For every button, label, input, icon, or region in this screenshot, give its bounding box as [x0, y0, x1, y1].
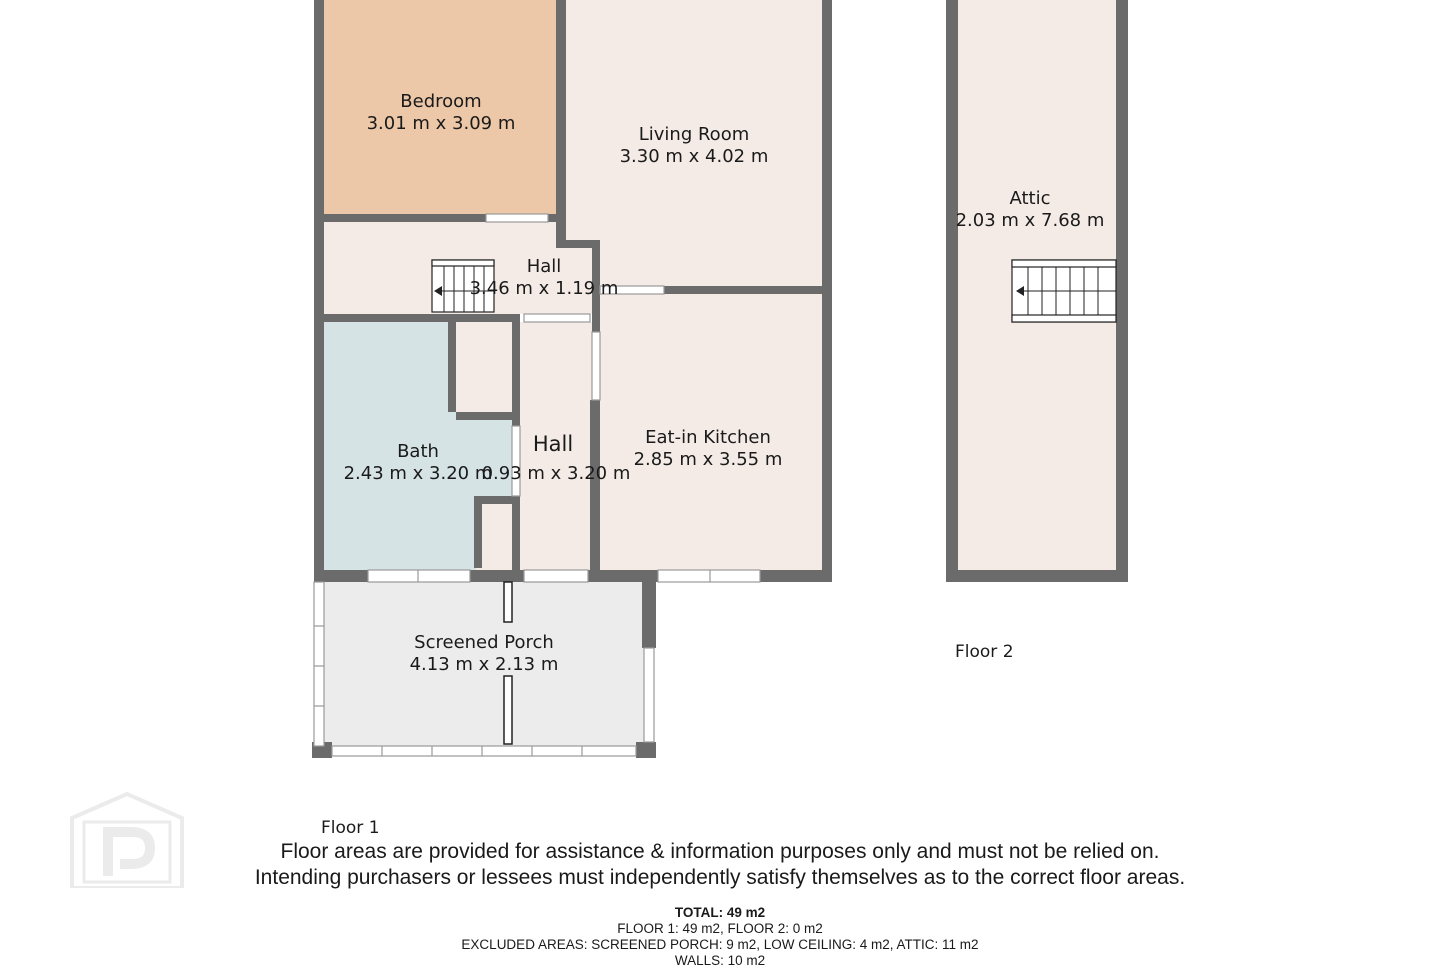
excluded-areas: EXCLUDED AREAS: SCREENED PORCH: 9 m2, LOW CEILING: 4 m2, ATTIC: 11 m2	[461, 937, 979, 952]
bath-size: 2.43 m x 3.20 m	[343, 463, 493, 484]
kitchen-name: Eat-in Kitchen	[645, 427, 771, 448]
hall-lower-name: Hall	[532, 432, 574, 456]
living-room-size: 3.30 m x 4.02 m	[619, 146, 769, 167]
disclaimer-line-2: Intending purchasers or lessees must independently satisfy themselves as to the correct floor areas.	[254, 866, 1186, 889]
walls-area: WALLS: 10 m2	[674, 953, 766, 968]
porch-size: 4.13 m x 2.13 m	[409, 654, 559, 675]
stairs-attic	[1012, 260, 1116, 322]
disclaimer-line-1: Floor areas are provided for assistance & information purposes only and must not be relied on.	[280, 840, 1160, 863]
hall-lower-size: 0.93 m x 3.20 m	[481, 463, 631, 484]
porch-post-bottom	[504, 676, 512, 744]
floor-2-label: Floor 2	[955, 642, 1014, 662]
porch-post-top	[504, 582, 512, 622]
attic-name: Attic	[1009, 188, 1051, 209]
porch-name: Screened Porch	[414, 632, 554, 653]
bath-name: Bath	[397, 441, 439, 462]
attic-size: 2.03 m x 7.68 m	[955, 210, 1105, 231]
bedroom-size: 3.01 m x 3.09 m	[366, 113, 516, 134]
bedroom-name: Bedroom	[400, 91, 482, 112]
hall-upper-size: 3.46 m x 1.19 m	[469, 278, 619, 299]
closet-fill	[456, 322, 514, 416]
living-room-name: Living Room	[638, 124, 750, 145]
floor-areas: FLOOR 1: 49 m2, FLOOR 2: 0 m2	[617, 921, 823, 936]
hall-upper-name: Hall	[526, 256, 562, 277]
house-p-logo-icon	[70, 792, 184, 888]
floor-1-label: Floor 1	[321, 818, 380, 838]
kitchen-size: 2.85 m x 3.55 m	[633, 449, 783, 470]
total-area: TOTAL: 49 m2	[674, 905, 766, 920]
totals-block	[0, 905, 1440, 969]
